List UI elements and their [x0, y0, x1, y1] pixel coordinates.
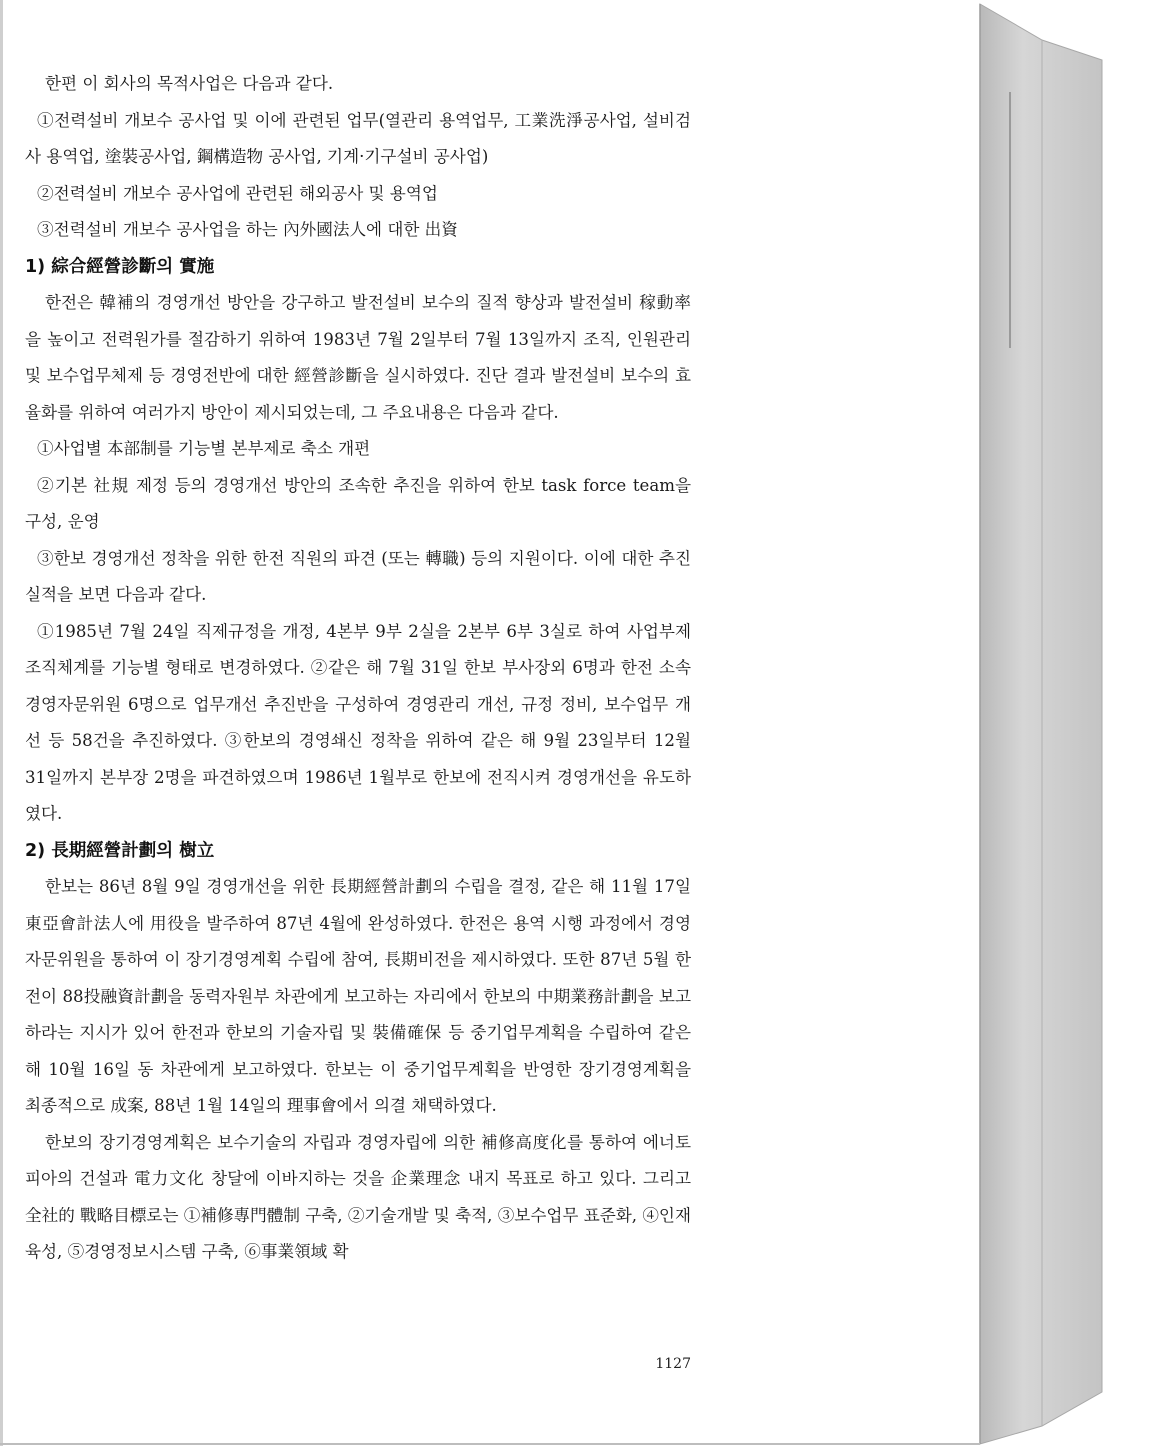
- body-paragraph: ①1985년 7월 24일 직제규정을 개정, 4본부 9부 2실을 2본부 6부 3실로 하여 사업부제 조직체계를 기능별 형태로 변경하였다. ②같은 해 7월 31일 한보 부사장외 6명과 한전 소속 경영자문위원 6명으로 업무개선 추진반을 구성하여 경영관리 개선, 규정 정비, 보수업무 개선 등 58건을 추진하였다. ③한보의 경영쇄신 정착을 위하여 같은 해 9월 23일부터 12월 31일까지 본부장 2명을 파견하였으며 1986년 1월부로 한보에 전직시켜 경영개선을 유도하였다.: [25, 621, 691, 823]
- document-body: [25, 66, 691, 1271]
- intro-paragraph: 한편 이 회사의 목적사업은 다음과 같다.: [45, 74, 334, 93]
- section-heading: 1) 綜合經營診斷의 實施: [25, 256, 215, 277]
- page-number: 1127: [655, 1356, 691, 1372]
- body-paragraph: 한보의 장기경영계획은 보수기술의 자립과 경영자립에 의한 補修高度化를 통하여 에너토피아의 건설과 電力文化 창달에 이바지하는 것을 企業理念 내지 목표로 하고 있다. 그리고 全社的 戰略目標로는 ①補修專門體制 구축, ②기술개발 및 축적, ③보수업무 표준화, ④인재육성, ⑤경영정보시스템 구축, ⑥事業領域 확: [25, 1132, 691, 1261]
- section-heading: 2) 長期經營計劃의 樹立: [25, 840, 215, 861]
- list-item: ①전력설비 개보수 공사업 및 이에 관련된 업무(열관리 용역업무, 工業洗淨공사업, 설비검사 용역업, 塗裝공사업, 鋼構造物 공사업, 기계·기구설비 공사업): [25, 110, 691, 166]
- body-paragraph: 한보는 86년 8월 9일 경영개선을 위한 長期經營計劃의 수립을 결정, 같은 해 11월 17일 東亞會計法人에 用役을 발주하여 87년 4월에 완성하였다. 한전은 용역 시행 과정에서 경영자문위원을 통하여 이 장기경영계획 수립에 참여, 長期비전을 제시하였다. 또한 87년 5월 한전이 88投融資計劃을 동력자원부 차관에게 보고하는 자리에서 한보의 中期業務計劃을 보고하라는 지시가 있어 한전과 한보의 기술자립 및 裝備確保 등 중기업무계획을 수립하여 같은 해 10월 16일 동 차관에게 보고하였다. 한보는 이 중기업무계획을 반영한 장기경영계획을 최종적으로 成案, 88년 1월 14일의 理事會에서 의결 채택하였다.: [25, 877, 691, 1115]
- list-item: ①사업별 本部制를 기능별 본부제로 축소 개편: [37, 439, 371, 458]
- list-item: ③한보 경영개선 정착을 위한 한전 직원의 파견 (또는 轉職) 등의 지원이다. 이에 대한 추진실적을 보면 다음과 같다.: [25, 548, 691, 604]
- list-item: ②기본 社規 제정 등의 경영개선 방안의 조속한 추진을 위하여 한보 task force team을 구성, 운영: [25, 475, 691, 531]
- list-item: ②전력설비 개보수 공사업에 관련된 해외공사 및 용역업: [37, 183, 438, 203]
- body-paragraph: 한전은 韓補의 경영개선 방안을 강구하고 발전설비 보수의 질적 향상과 발전설비 稼動率을 높이고 전력원가를 절감하기 위하여 1983년 7월 2일부터 7월 13일까지 조직, 인원관리 및 보수업무체제 등 경영전반에 대한 經營診斷을 실시하였다. 진단 결과 발전설비 보수의 효율화를 위하여 여러가지 방안이 제시되었는데, 그 주요내용은 다음과 같다.: [25, 293, 691, 422]
- book-page-edges: [980, 4, 1102, 1444]
- list-item: ③전력설비 개보수 공사업을 하는 內外國法人에 대한 出資: [37, 220, 458, 239]
